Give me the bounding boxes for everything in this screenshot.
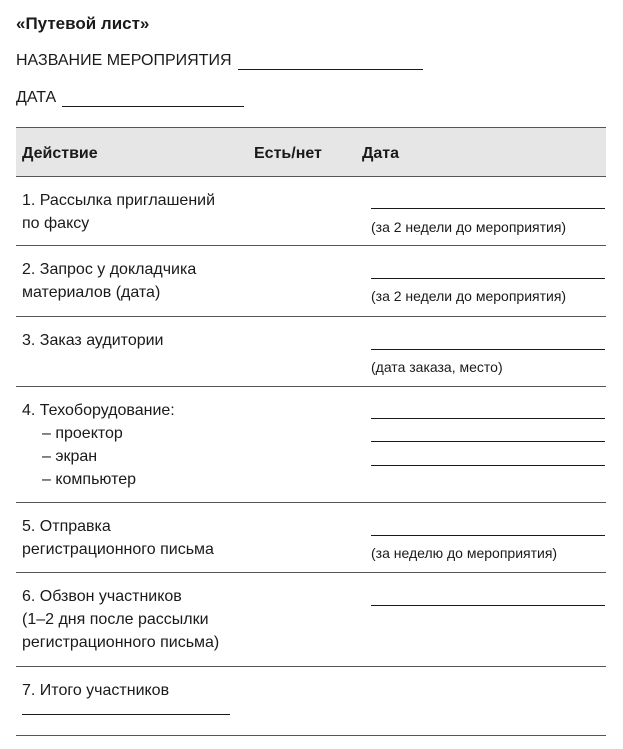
row-label xyxy=(22,515,214,561)
row-label xyxy=(22,585,219,654)
header-date: Дата xyxy=(362,145,400,162)
row-label xyxy=(22,329,163,352)
date-entry-line[interactable] xyxy=(371,418,605,419)
table-row xyxy=(16,667,606,736)
table-row xyxy=(16,387,606,503)
date-entry-line[interactable] xyxy=(371,605,605,606)
table-header xyxy=(16,127,606,177)
table-row xyxy=(16,246,606,317)
row-label-line: 6. Обзвон участников xyxy=(22,588,182,605)
total-participants-line[interactable] xyxy=(22,714,230,715)
row-label-line: 5. Отправка xyxy=(22,518,111,535)
date-blank[interactable] xyxy=(62,92,244,107)
row-label xyxy=(22,679,169,702)
table-row xyxy=(16,177,606,246)
row-note: (за неделю до мероприятия) xyxy=(371,545,558,561)
row-label-line: 7. Итого участников xyxy=(22,682,170,699)
row-label-line: (1–2 дня после рассылки xyxy=(22,611,209,628)
row-label xyxy=(22,399,175,491)
header-action: Действие xyxy=(22,145,98,162)
equipment-projector: – проектор xyxy=(42,425,123,442)
date-entry-line[interactable] xyxy=(371,441,605,442)
row-note: (за 2 недели до мероприятия) xyxy=(371,288,567,304)
row-label-line: 4. Техоборудование: xyxy=(22,402,175,419)
checklist-table xyxy=(16,127,606,736)
date-entry-line[interactable] xyxy=(371,465,605,466)
row-label-line: по факсу xyxy=(22,215,90,232)
row-label-line: регистрационного письма) xyxy=(22,634,220,651)
event-name-blank[interactable] xyxy=(238,55,423,70)
date-entry-line[interactable] xyxy=(371,208,605,209)
equipment-computer: – компьютер xyxy=(42,471,137,488)
event-name-field xyxy=(16,52,423,70)
row-label xyxy=(22,258,196,304)
date-entry-line[interactable] xyxy=(371,535,605,536)
row-label-line: материалов (дата) xyxy=(22,284,161,301)
row-label-line: 1. Рассылка приглашений xyxy=(22,192,216,209)
row-note: (дата заказа, место) xyxy=(371,359,503,375)
header-yes-no: Есть/нет xyxy=(254,145,322,162)
equipment-screen: – экран xyxy=(42,448,98,465)
table-row xyxy=(16,317,606,387)
row-note: (за 2 недели до мероприятия) xyxy=(371,219,567,235)
table-row xyxy=(16,503,606,573)
date-entry-line[interactable] xyxy=(371,349,605,350)
row-label xyxy=(22,189,215,235)
date-entry-line[interactable] xyxy=(371,278,605,279)
table-row xyxy=(16,573,606,667)
row-label-line: 3. Заказ аудитории xyxy=(22,332,164,349)
row-label-line: 2. Запрос у докладчика xyxy=(22,261,197,278)
date-field xyxy=(16,89,244,107)
date-label: ДАТА xyxy=(16,89,57,106)
event-name-label: НАЗВАНИЕ МЕРОПРИЯТИЯ xyxy=(16,52,232,69)
document-title: «Путевой лист» xyxy=(16,14,150,33)
row-label-line: регистрационного письма xyxy=(22,541,214,558)
